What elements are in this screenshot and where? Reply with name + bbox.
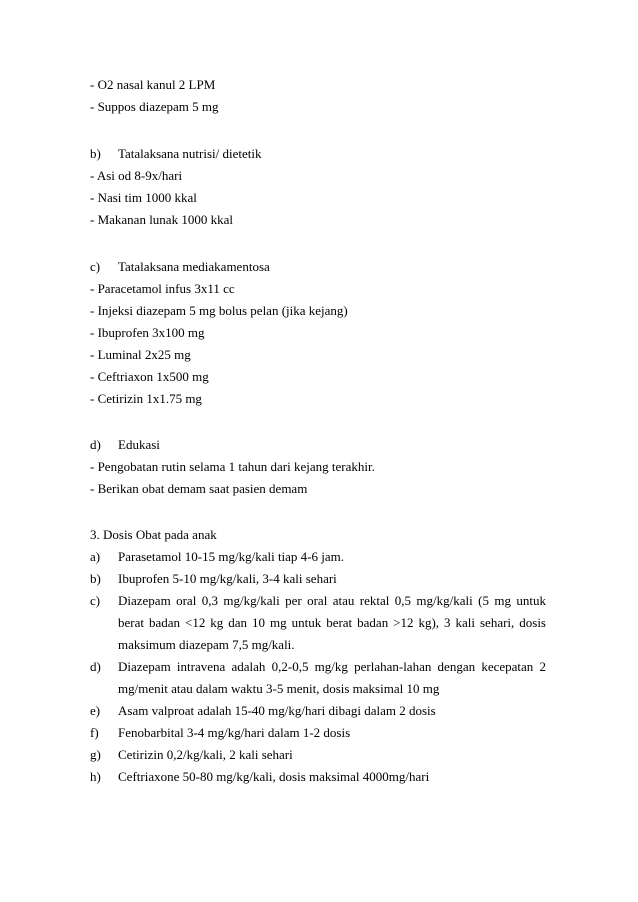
item-marker: e) [90, 703, 101, 718]
list-item: - Asi od 8-9x/hari [90, 168, 183, 183]
dose-item-c [90, 593, 546, 659]
item-marker: c) [90, 593, 101, 608]
item-line: Diazepam intravena adalah 0,2-0,5 mg/kg perlahan-lahan dengan kecepatan 2 [118, 659, 546, 674]
section-heading-3: 3. Dosis Obat pada anak [90, 527, 217, 542]
item-line: Ceftriaxone 50-80 mg/kg/kali, dosis maksimal 4000mg/hari [118, 769, 430, 784]
dose-item-b [90, 571, 546, 593]
section-marker: c) [90, 259, 101, 274]
list-item: - Ibuprofen 3x100 mg [90, 325, 205, 340]
item-line: Asam valproat adalah 15-40 mg/kg/hari dibagi dalam 2 dosis [118, 703, 436, 718]
section-title: Edukasi [118, 437, 160, 452]
section-marker: d) [90, 437, 101, 452]
section-heading-c [90, 259, 270, 275]
item-line: berat badan <12 kg dan 10 mg untuk berat badan >12 kg), 3 kali sehari, dosis [118, 615, 546, 630]
list-item: - Suppos diazepam 5 mg [90, 99, 219, 114]
list-item: - O2 nasal kanul 2 LPM [90, 77, 216, 92]
item-line: Ibuprofen 5-10 mg/kg/kali, 3-4 kali sehari [118, 571, 337, 586]
section-title: Tatalaksana nutrisi/ dietetik [118, 146, 262, 161]
section-marker: b) [90, 146, 101, 161]
item-line: Fenobarbital 3-4 mg/kg/hari dalam 1-2 dosis [118, 725, 351, 740]
list-item: - Berikan obat demam saat pasien demam [90, 481, 308, 496]
item-line: Parasetamol 10-15 mg/kg/kali tiap 4-6 jam. [118, 549, 345, 564]
list-item: - Makanan lunak 1000 kkal [90, 212, 233, 227]
dose-item-d [90, 659, 546, 703]
dose-item-f [90, 725, 546, 747]
dose-item-e [90, 703, 546, 725]
item-line: Diazepam oral 0,3 mg/kg/kali per oral atau rektal 0,5 mg/kg/kali (5 mg untuk [118, 593, 546, 608]
item-line: mg/menit atau dalam waktu 3-5 menit, dosis maksimal 10 mg [118, 681, 440, 696]
item-line: maksimum diazepam 7,5 mg/kali. [118, 637, 295, 652]
item-marker: a) [90, 549, 101, 564]
list-item: - Pengobatan rutin selama 1 tahun dari kejang terakhir. [90, 459, 375, 474]
item-marker: f) [90, 725, 99, 740]
list-item: - Nasi tim 1000 kkal [90, 190, 197, 205]
item-marker: d) [90, 659, 101, 674]
item-line: Cetirizin 0,2/kg/kali, 2 kali sehari [118, 747, 293, 762]
dose-item-a [90, 549, 546, 571]
list-item: - Paracetamol infus 3x11 cc [90, 281, 235, 296]
section-title: Tatalaksana mediakamentosa [118, 259, 270, 274]
dose-item-h [90, 769, 546, 791]
list-item: - Ceftriaxon 1x500 mg [90, 369, 209, 384]
item-marker: b) [90, 571, 101, 586]
dose-item-g [90, 747, 546, 769]
list-item: - Luminal 2x25 mg [90, 347, 191, 362]
list-item: - Cetirizin 1x1.75 mg [90, 391, 202, 406]
section-heading-b [90, 146, 262, 162]
item-marker: h) [90, 769, 101, 784]
item-marker: g) [90, 747, 101, 762]
list-item: - Injeksi diazepam 5 mg bolus pelan (jika kejang) [90, 303, 348, 318]
section-heading-d [90, 437, 160, 453]
